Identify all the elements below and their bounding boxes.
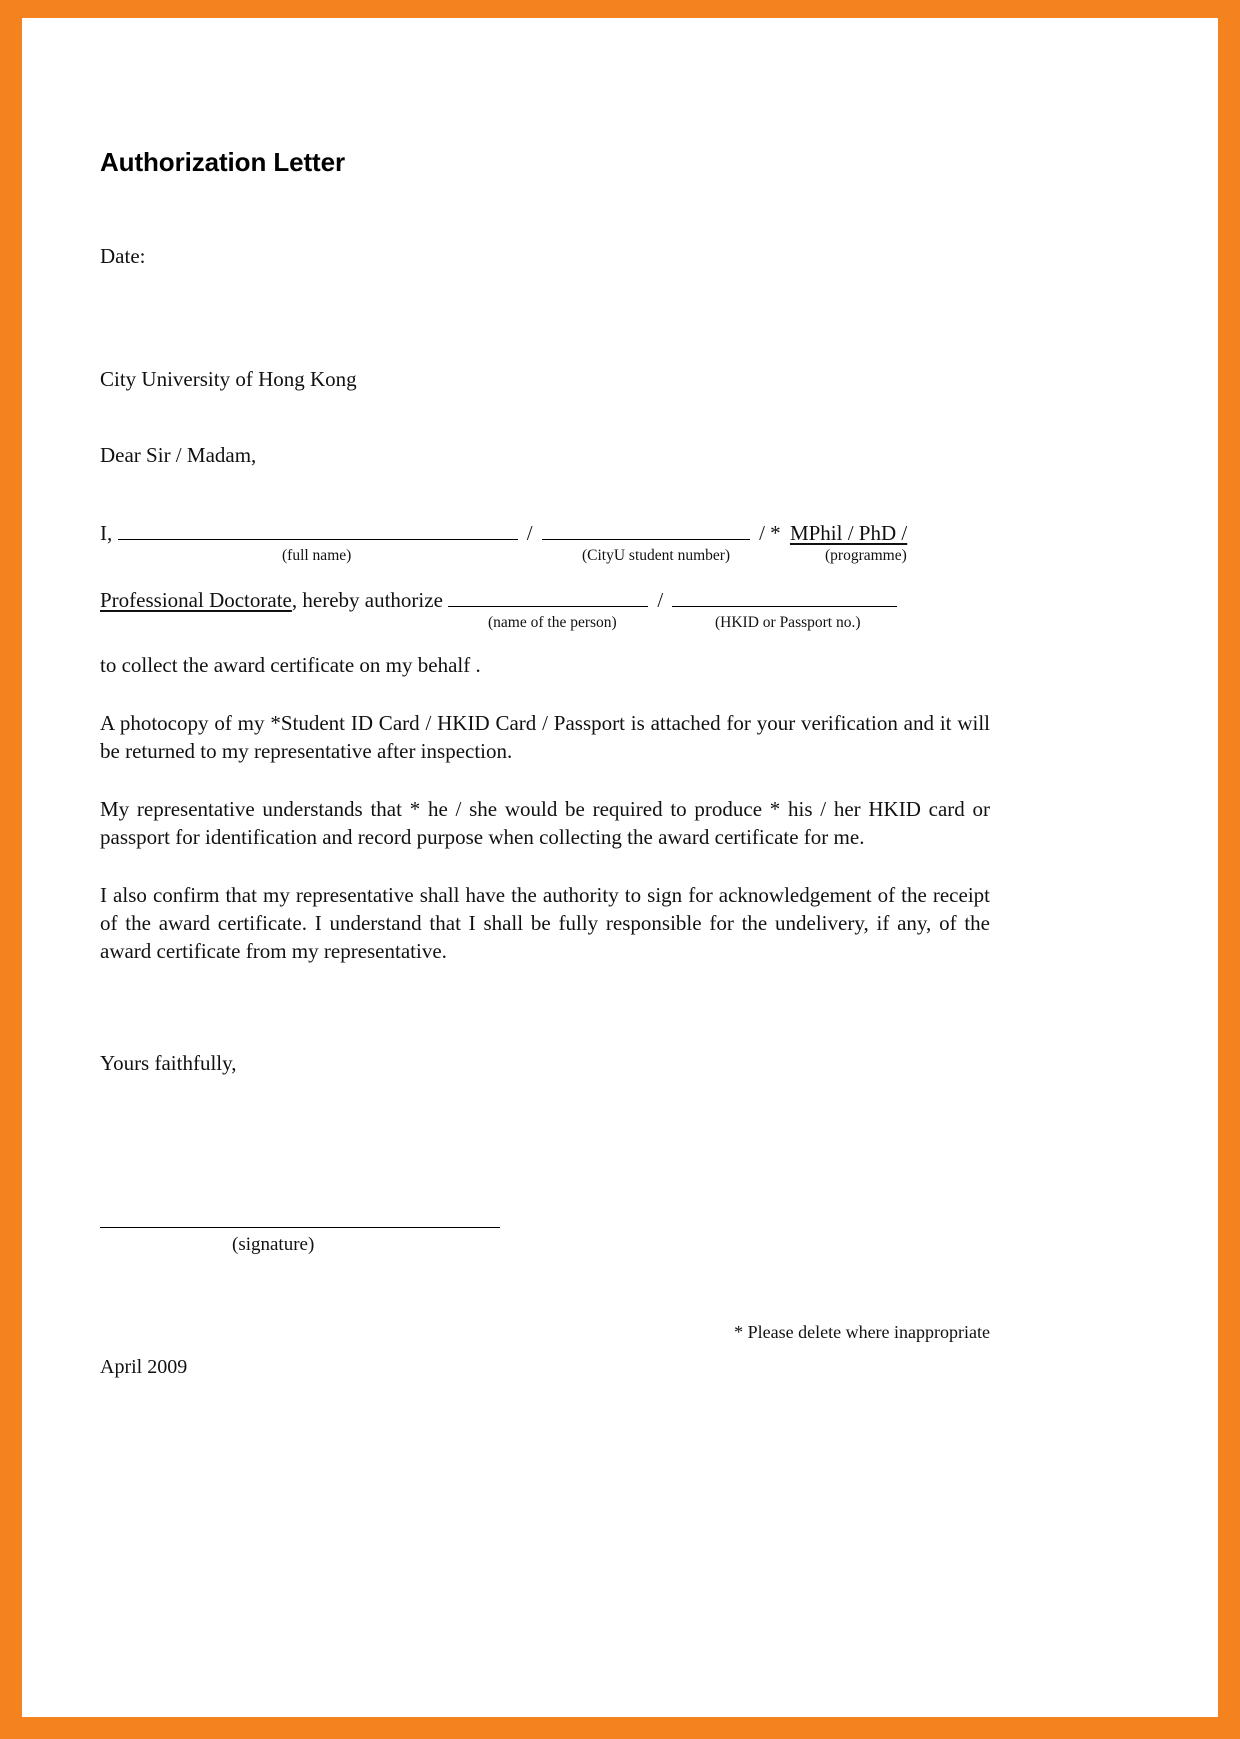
caption-student-number: (CityU student number) xyxy=(582,546,731,564)
slash-separator-1: / xyxy=(526,520,533,545)
caption-hkid-passport: (HKID or Passport no.) xyxy=(715,614,861,632)
closing-salutation: Yours faithfully, xyxy=(100,1050,237,1075)
recipient-address: City University of Hong Kong xyxy=(100,367,357,392)
collect-line: to collect the award certificate on my behalf . xyxy=(100,653,481,678)
form-row-identity xyxy=(100,518,990,546)
caption-programme: (programme) xyxy=(825,546,907,564)
date-label: Date: xyxy=(100,243,146,268)
form-captions-row-1 xyxy=(100,547,990,567)
authorize-text: , hereby authorize xyxy=(291,587,443,612)
caption-full-name: (full name) xyxy=(282,546,352,564)
paragraph-representative-id: My representative understands that * he / she would be required to produce * his / her HKID card or passport for identification and record purpose when collecting the award certificate for me. xyxy=(100,796,990,849)
letter-page xyxy=(22,18,1218,1717)
full-name-blank[interactable] xyxy=(118,518,518,540)
salutation: Dear Sir / Madam, xyxy=(100,443,257,468)
paragraph-photocopy: A photocopy of my *Student ID Card / HKID Card / Passport is attached for your verification and it will be returned to my representative after inspection. xyxy=(100,711,990,763)
programme-asterisk: / * xyxy=(759,520,786,545)
caption-person-name: (name of the person) xyxy=(488,614,617,632)
letter-content xyxy=(100,148,990,1343)
form-row-authorize xyxy=(100,585,990,613)
programme-options[interactable]: MPhil / PhD / xyxy=(789,520,908,545)
form-captions-row-2 xyxy=(100,614,990,634)
caption-signature: (signature) xyxy=(232,1234,315,1256)
programme-continued[interactable]: Professional Doctorate xyxy=(100,587,292,612)
student-number-blank[interactable] xyxy=(542,518,750,540)
hkid-passport-blank[interactable] xyxy=(672,585,897,607)
person-name-blank[interactable] xyxy=(448,585,648,607)
page-title: Authorization Letter xyxy=(100,147,345,177)
slash-separator-2: / xyxy=(657,587,664,612)
footer-date: April 2009 xyxy=(100,1356,188,1378)
footnote-delete-inappropriate: * Please delete where inappropriate xyxy=(734,1322,990,1343)
paragraph-confirm-authority: I also confirm that my representative shall have the authority to sign for acknowledgement of the receipt of the award certificate. I understand that I shall be fully responsible for the undelivery, if any, of the award certificate from my representative. xyxy=(100,882,990,963)
i-prefix: I, xyxy=(100,520,113,545)
